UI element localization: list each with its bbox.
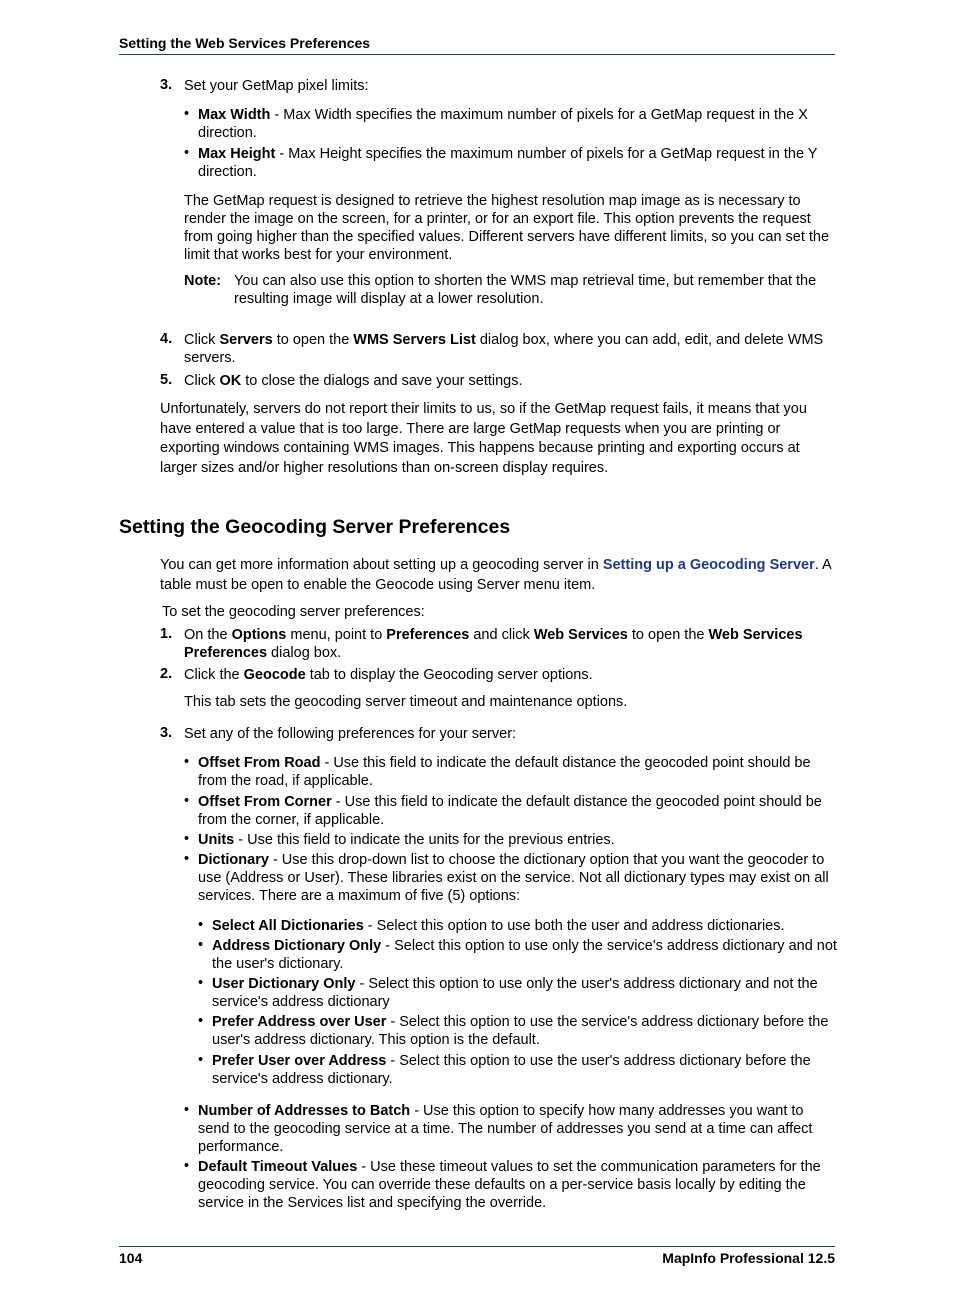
paragraph: Unfortunately, servers do not report their limits to us, so if the GetMap request fails, it means that you have entered a value that is too large. There are large GetMap requests when you are printing or exporting windows containing WMS images. This happens because printing and exporting occurs at larger sizes and/or higher resolutions than on-screen display requires. — [160, 401, 807, 476]
list-item: Number of Addresses to Batch - Use this option to specify how many addresses you want to send to the geocoding service at a time. The number of addresses you send at a time can affect performance. — [198, 1103, 813, 1155]
bullet-icon: • — [198, 1052, 204, 1068]
step-text: Click the Geocode tab to display the Geocoding server options. — [184, 667, 593, 683]
list-item: Offset From Road - Use this field to indicate the default distance the geocoded point should be from the road, if applicable. — [198, 755, 811, 789]
step-text: Set any of the following preferences for your server: — [184, 726, 517, 742]
running-footer — [119, 1246, 835, 1266]
running-header: Setting the Web Services Preferences — [119, 35, 835, 55]
list-item: User Dictionary Only - Select this option to use only the user's address dictionary and not the service's address dictionary — [212, 976, 818, 1010]
bullet-icon: • — [184, 1158, 190, 1174]
section-intro: You can get more information about setting up a geocoding server in Setting up a Geocoding Server. A table must be open to enable the Geocode using Server menu item. — [160, 557, 831, 593]
step-text: Click OK to close the dialogs and save your settings. — [184, 373, 523, 389]
bullet-icon: • — [184, 831, 190, 847]
list-item: Select All Dictionaries - Select this option to use both the user and address dictionaries. — [212, 918, 785, 934]
list-item: Max Height - Max Height specifies the maximum number of pixels for a GetMap request in the Y direction. — [198, 146, 818, 180]
bullet-icon: • — [184, 1102, 190, 1118]
step-text: Set your GetMap pixel limits: — [184, 78, 369, 94]
step-number: 3. — [160, 725, 173, 741]
paragraph: To set the geocoding server preferences: — [162, 604, 425, 620]
bullet-icon: • — [184, 754, 190, 770]
list-item: Units - Use this field to indicate the units for the previous entries. — [198, 832, 615, 848]
note-label: Note: — [184, 273, 222, 289]
step-number: 2. — [160, 666, 173, 682]
step-subtext: This tab sets the geocoding server timeout and maintenance options. — [184, 694, 628, 710]
step-text: On the Options menu, point to Preferences and click Web Services to open the Web Services Preferences dialog box. — [184, 627, 803, 661]
paragraph: The GetMap request is designed to retrieve the highest resolution map image as is necessary to render the image on the screen, for a printer, or for an export file. This option prevents the request from going higher than the specified values. Different servers have different limits, so you can set the limit that works best for your environment. — [184, 193, 830, 263]
bullet-icon: • — [198, 917, 204, 933]
product-name: MapInfo Professional 12.5 — [662, 1250, 835, 1266]
section-title: Setting the Geocoding Server Preferences — [119, 516, 511, 538]
bullet-icon: • — [184, 851, 190, 867]
list-item: Max Width - Max Width specifies the maximum number of pixels for a GetMap request in the X direction. — [198, 107, 808, 141]
list-item: Prefer Address over User - Select this option to use the service's address dictionary before the user's address dictionary. This option is the default. — [212, 1014, 829, 1048]
bullet-icon: • — [198, 975, 204, 991]
step-number: 1. — [160, 626, 173, 642]
geocoding-server-link[interactable]: Setting up a Geocoding Server — [602, 557, 815, 573]
bullet-icon: • — [184, 106, 190, 122]
list-item: Address Dictionary Only - Select this option to use only the service's address dictionary and not the user's dictionary. — [212, 938, 837, 972]
bullet-icon: • — [198, 937, 204, 953]
list-item: Offset From Corner - Use this field to indicate the default distance the geocoded point should be from the corner, if applicable. — [198, 794, 822, 828]
step-number: 5. — [160, 372, 173, 388]
step-text: Click Servers to open the WMS Servers List dialog box, where you can add, edit, and delete WMS servers. — [184, 332, 824, 366]
note-text: You can also use this option to shorten the WMS map retrieval time, but remember that the resulting image will display at a lower resolution. — [234, 273, 817, 307]
list-item: Default Timeout Values - Use these timeout values to set the communication parameters for the geocoding service. You can override these defaults on a per-service basis locally by editing the service in the Services list and specifying the override. — [198, 1159, 821, 1211]
bullet-icon: • — [184, 793, 190, 809]
list-item: Dictionary - Use this drop-down list to choose the dictionary option that you want the geocoder to use (Address or User). These libraries exist on the service. Not all dictionary types may exist on all services. There are a maximum of five (5) options: — [198, 852, 829, 904]
list-item: Prefer User over Address - Select this option to use the user's address dictionary before the service's address dictionary. — [212, 1053, 811, 1087]
page-number: 104 — [119, 1250, 143, 1266]
step-number: 4. — [160, 331, 173, 347]
bullet-icon: • — [198, 1013, 204, 1029]
bullet-icon: • — [184, 145, 190, 161]
step-number: 3. — [160, 77, 173, 93]
